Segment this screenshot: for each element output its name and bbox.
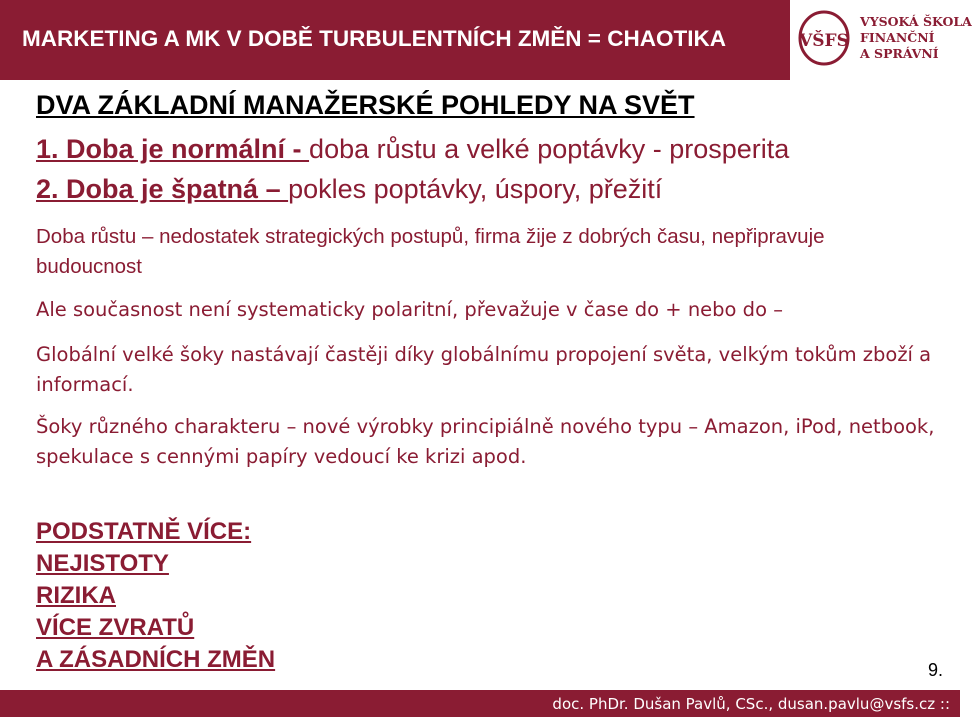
logo-line: A SPRÁVNÍ — [860, 46, 939, 61]
paragraph-present: Ale současnost není systematicky polaritní, převažuje v čase do + nebo do – — [36, 298, 783, 321]
svg-text:VŠFS: VŠFS — [799, 31, 849, 51]
viewpoint-2 — [36, 174, 662, 205]
viewpoint-2-text: pokles poptávky, úspory, přežití — [288, 174, 663, 204]
emphasis-item: VÍCE ZVRATŮ — [36, 614, 195, 641]
logo-wordmark — [860, 14, 972, 62]
emphasis-item: PODSTATNĚ VÍCE: — [36, 518, 252, 545]
footer-author: doc. PhDr. Dušan Pavlů, CSc., dusan.pavlu@vsfs.cz :: — [552, 695, 950, 713]
emphasis-item: NEJISTOTY — [36, 550, 169, 577]
paragraph-shock-types: Šoky různého charakteru – nové výrobky principiálně nového typu – Amazon, iPod, netbook, spekulace s cennými papíry vedoucí ke krizi apod. — [36, 415, 935, 468]
slide-header — [0, 0, 972, 80]
slide-footer — [0, 690, 960, 717]
viewpoint-1-lead: 1. Doba je normální - — [36, 134, 310, 164]
viewpoint-1-text: doba růstu a velké poptávky - prosperita — [309, 134, 790, 164]
paragraph-growth: Doba růstu – nedostatek strategických postupů, firma žije z dobrých času, nepřipravuje budoucnost — [36, 225, 825, 278]
viewpoint-2-lead: 2. Doba je špatná – — [36, 174, 289, 204]
vsfs-logo-icon — [796, 8, 852, 68]
viewpoint-1 — [36, 134, 789, 165]
paragraph-global-shocks: Globální velké šoky nastávají častěji díky globálnímu propojení světa, velkým tokům zboží a informací. — [36, 343, 932, 396]
emphasis-list — [36, 516, 275, 676]
header-title: MARKETING A MK V DOBĚ TURBULENTNÍCH ZMĚN = CHAOTIKA — [22, 26, 726, 51]
logo-line: FINANČNÍ — [860, 30, 935, 45]
slide-title: DVA ZÁKLADNÍ MANAŽERSKÉ POHLEDY NA SVĚT — [36, 90, 695, 120]
page-number: 9. — [928, 660, 944, 680]
emphasis-item: RIZIKA — [36, 582, 116, 609]
emphasis-item: A ZÁSADNÍCH ZMĚN — [36, 646, 276, 673]
logo-line: VYSOKÁ ŠKOLA — [860, 14, 972, 29]
school-logo — [790, 0, 972, 80]
